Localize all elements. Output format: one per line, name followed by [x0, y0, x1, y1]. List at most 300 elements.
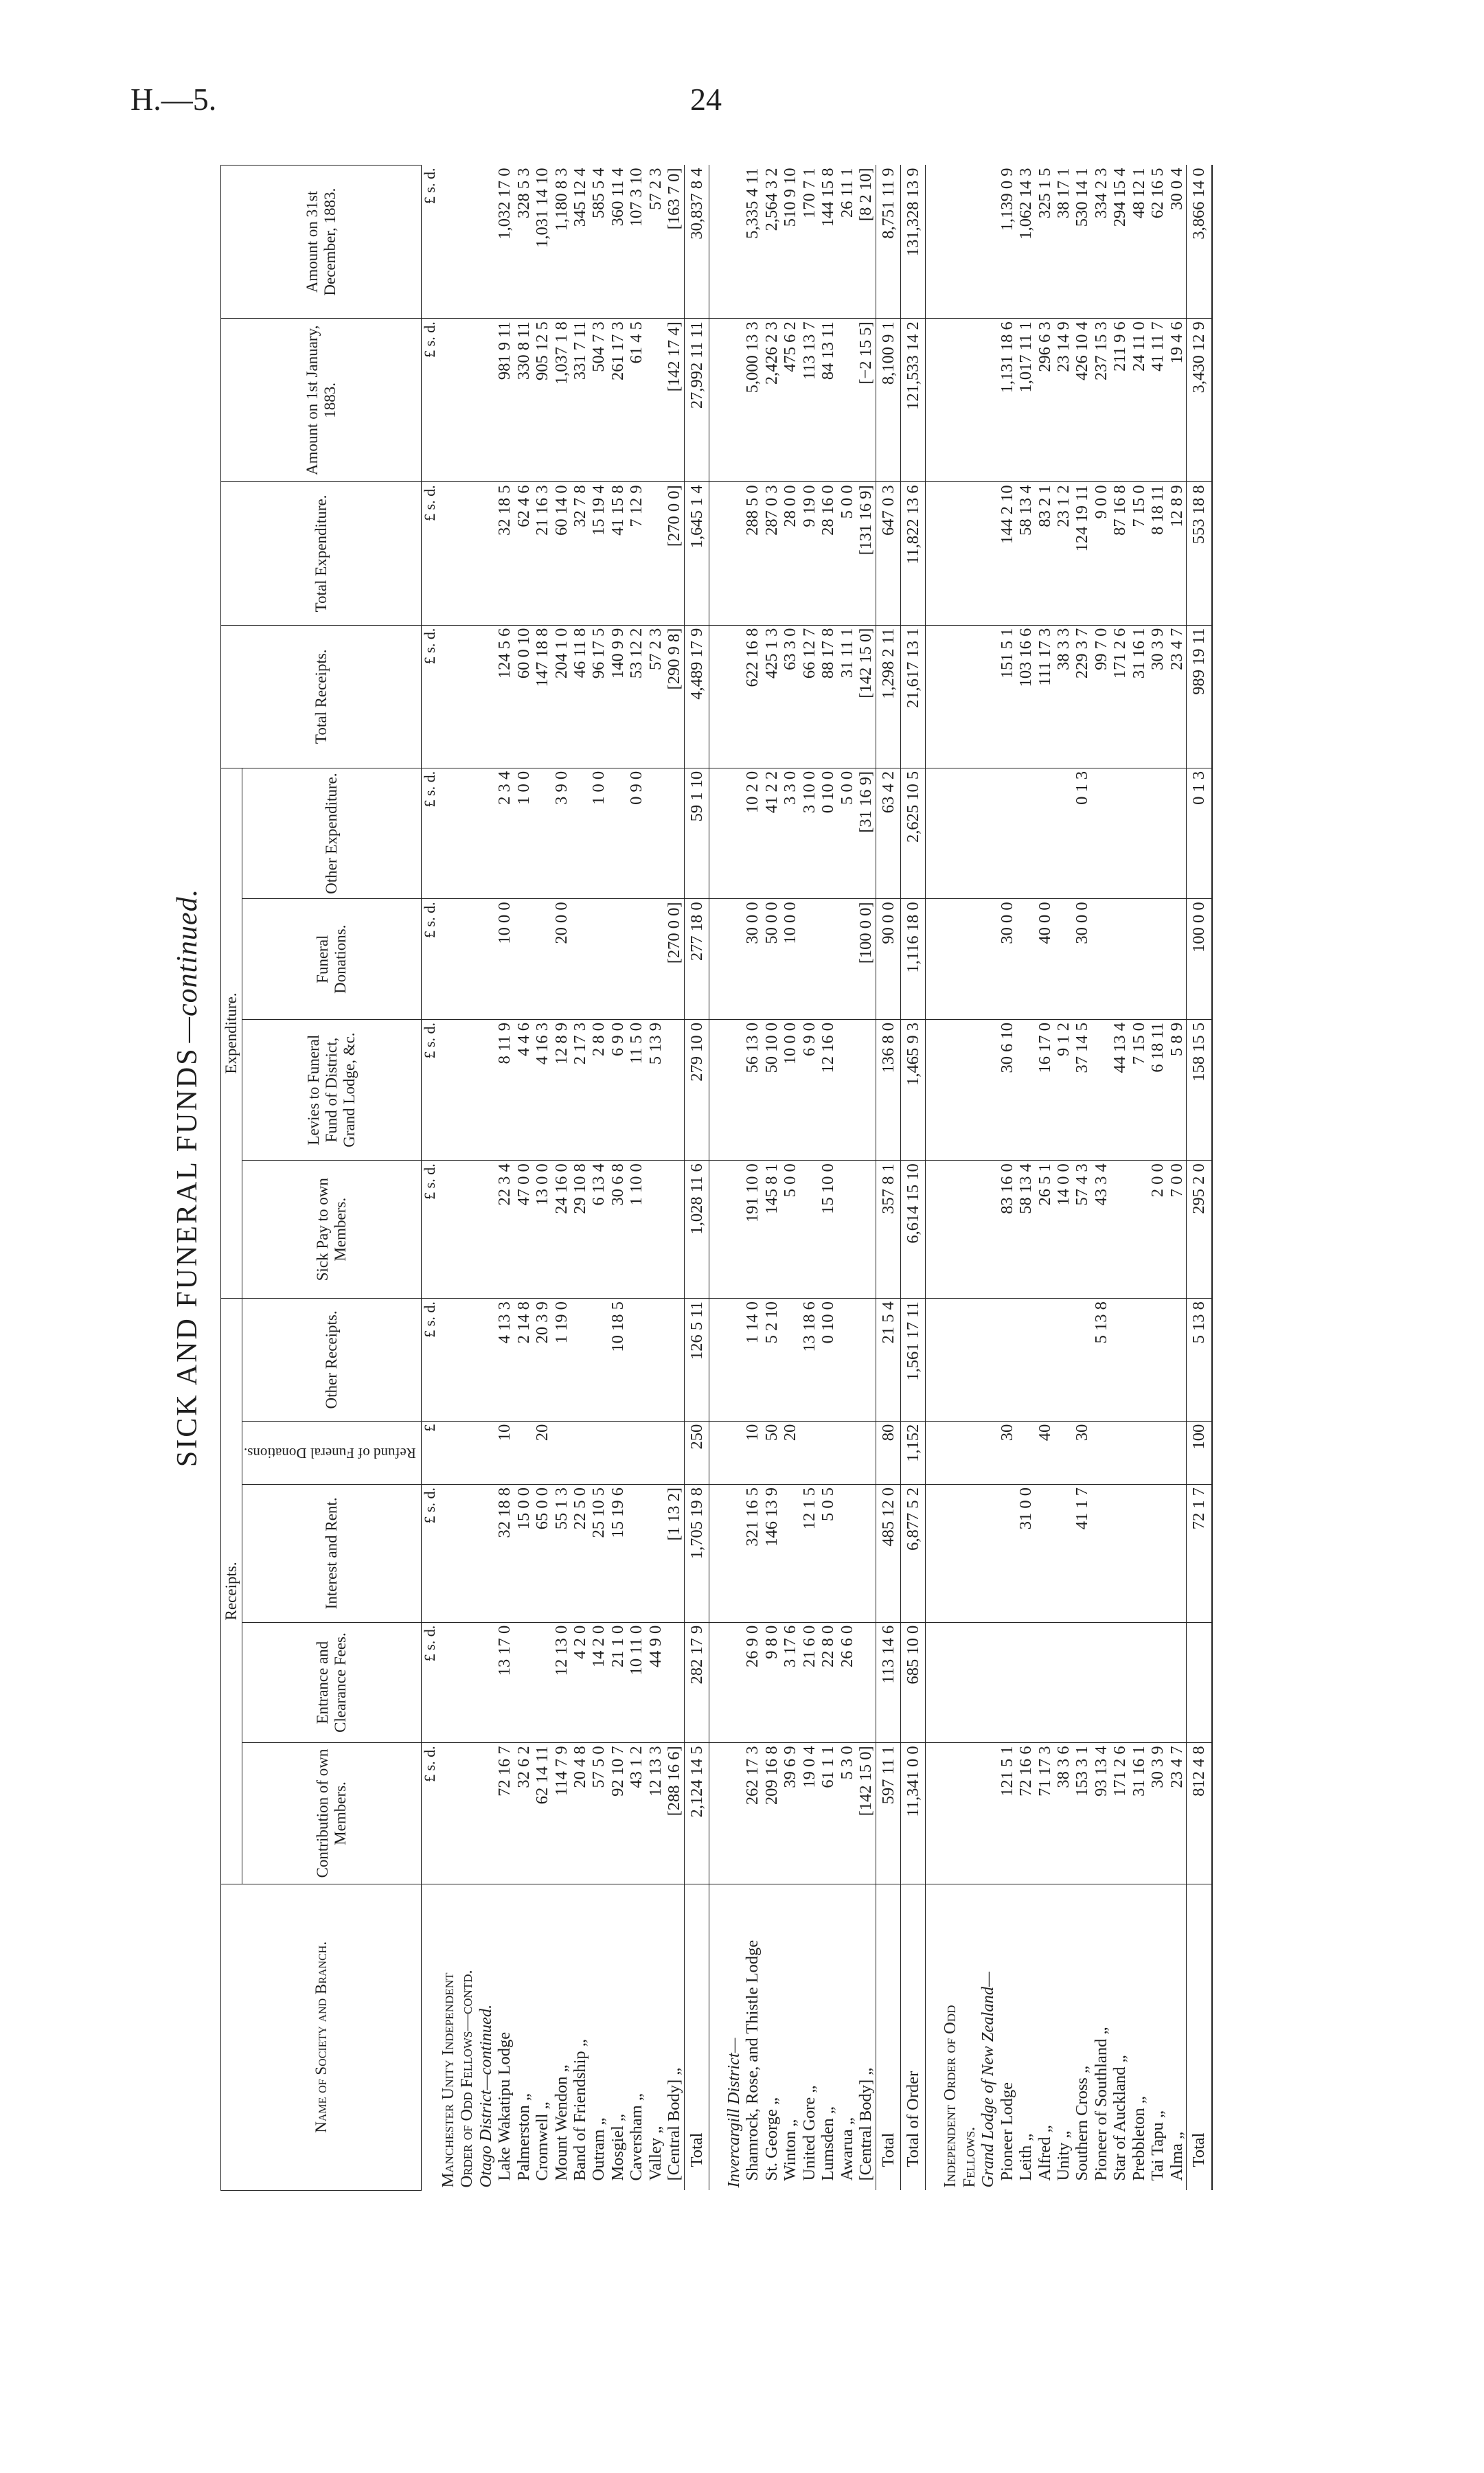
cell-value: 19 4 6 — [1167, 319, 1187, 482]
row-label: Pioneer Lodge — [997, 2082, 1016, 2181]
table-body — [422, 166, 1212, 2191]
cell-empty — [926, 899, 941, 1020]
cell-empty — [926, 1743, 941, 1884]
cell-value: 4,489 17 9 — [684, 625, 709, 768]
cell-empty — [439, 1161, 457, 1299]
cell-value — [1054, 1299, 1073, 1422]
cell-empty — [979, 319, 997, 482]
cell-value — [1092, 1019, 1110, 1160]
table-row — [800, 166, 819, 2191]
cell-value: 87 16 8 — [1110, 482, 1129, 625]
cell-empty — [477, 1484, 495, 1622]
unit-label: £ s. d. — [422, 1299, 439, 1422]
cell-value: 83 16 0 — [998, 1161, 1016, 1299]
cell-value: 1,131 18 6 — [998, 319, 1016, 482]
cell-empty — [709, 1743, 725, 1884]
cell-value — [1130, 1622, 1148, 1743]
cell-value: 325 1 5 — [1036, 166, 1054, 319]
cell-value: 7 15 0 — [1130, 1019, 1148, 1160]
cell-value: 22 8 0 — [819, 1622, 837, 1743]
cell-empty — [457, 1019, 476, 1160]
cell-empty — [941, 319, 959, 482]
cell-value: 10 18 5 — [608, 1299, 627, 1422]
cell-value: [288 16 6] — [665, 1743, 684, 1884]
cell-value: 21 16 3 — [533, 482, 551, 625]
cell-value: 288 5 0 — [743, 482, 762, 625]
table-row — [743, 166, 762, 2191]
row-label: Lake Wakatipu Lodge — [495, 2031, 514, 2181]
section-heading-text: Fellows. — [959, 2126, 979, 2188]
cell-value: 1 19 0 — [552, 1299, 571, 1422]
cell-empty — [709, 1884, 725, 2190]
cell-value: 8,751 11 9 — [876, 166, 900, 319]
row-label: [Central Body] „ — [665, 2067, 684, 2181]
cell-value: 30 6 8 — [608, 1161, 627, 1299]
cell-value: 5 13 9 — [646, 1019, 665, 1160]
cell-value: 9 19 0 — [800, 482, 819, 625]
cell-value: 171 2 6 — [1110, 1743, 1129, 1884]
cell-empty — [979, 899, 997, 1020]
cell-value: 597 11 1 — [876, 1743, 900, 1884]
cell-value: 4 13 3 — [495, 1299, 514, 1422]
table-row — [608, 166, 627, 2191]
cell-value — [646, 1421, 665, 1484]
cell-value — [838, 1019, 856, 1160]
row-label: Outram „ — [589, 2117, 608, 2181]
cell-empty — [457, 1484, 476, 1622]
cell-value: 8,100 9 1 — [876, 319, 900, 482]
cell-value: 1,032 17 0 — [495, 166, 514, 319]
cell-value: 53 12 2 — [627, 625, 646, 768]
spacer-row — [926, 166, 941, 2191]
cell-value — [589, 899, 608, 1020]
cell-value: 32 18 5 — [495, 482, 514, 625]
cell-value: 211 9 6 — [1110, 319, 1129, 482]
section-heading-text: Invercargill District— — [724, 2038, 744, 2188]
section-heading-text: Manchester Unity Independent — [438, 1972, 457, 2188]
table-row — [1073, 166, 1091, 2191]
table-row — [533, 166, 551, 2191]
cell-value: 124 5 6 — [495, 625, 514, 768]
cell-value — [781, 1299, 799, 1422]
cell-value: 32 7 8 — [571, 482, 589, 625]
cell-value — [627, 1421, 646, 1484]
cell-value: 63 4 2 — [876, 768, 900, 898]
cell-value — [1054, 1622, 1073, 1743]
col-header-refund-text: Refund of Funeral Donations. — [243, 1445, 416, 1462]
cell-value: 30 6 10 — [998, 1019, 1016, 1160]
cell-empty — [477, 1161, 495, 1299]
cell-value — [514, 899, 533, 1020]
cell-value — [838, 319, 856, 482]
cell-value: 3 17 6 — [781, 1622, 799, 1743]
cell-value: 20 — [533, 1421, 551, 1484]
cell-value: 10 — [495, 1421, 514, 1484]
cell-empty — [477, 166, 495, 319]
cell-value: 7 0 0 — [1167, 1161, 1187, 1299]
cell-empty — [941, 482, 959, 625]
cell-value: 1 14 0 — [743, 1299, 762, 1422]
cell-value — [1016, 899, 1035, 1020]
section-heading-text: Order of Odd Fellows—contd. — [457, 1970, 477, 2188]
cell-empty — [941, 899, 959, 1020]
section-heading — [941, 166, 959, 2191]
cell-empty — [926, 1421, 941, 1484]
col-header-funeral: Funeral Donations. — [242, 899, 422, 1020]
section-heading — [439, 166, 457, 2191]
cell-value — [1148, 1622, 1167, 1743]
cell-value: 5 0 5 — [819, 1484, 837, 1622]
cell-value — [1092, 899, 1110, 1020]
col-header-levies: Levies to Funeral Fund of District, Grand Lodge, &c. — [242, 1019, 422, 1160]
cell-value: [131 16 9] — [856, 482, 876, 625]
cell-value — [1054, 899, 1073, 1020]
cell-value: 31 16 1 — [1130, 1743, 1148, 1884]
cell-value: 530 14 1 — [1073, 166, 1091, 319]
cell-value — [819, 899, 837, 1020]
col-header-other-receipts: Other Receipts. — [242, 1299, 422, 1422]
cell-value: 3 9 0 — [552, 768, 571, 898]
section-heading — [457, 166, 476, 2191]
cell-value: 15 0 0 — [514, 1484, 533, 1622]
cell-value: 26 11 1 — [838, 166, 856, 319]
cell-value: 1,139 0 9 — [998, 166, 1016, 319]
cell-empty — [960, 1622, 979, 1743]
cell-value: 111 17 3 — [1036, 625, 1054, 768]
cell-value: 147 18 8 — [533, 625, 551, 768]
table-row — [646, 166, 665, 2191]
cell-value — [589, 1299, 608, 1422]
cell-empty — [709, 1299, 725, 1422]
cell-value: 23 4 7 — [1167, 1743, 1187, 1884]
cell-value — [800, 899, 819, 1020]
section-heading — [960, 166, 979, 2191]
cell-value: 100 — [1187, 1421, 1212, 1484]
cell-value: 47 0 0 — [514, 1161, 533, 1299]
cell-value: 622 16 8 — [743, 625, 762, 768]
cell-value: 32 18 8 — [495, 1484, 514, 1622]
cell-value: 30 0 0 — [1073, 899, 1091, 1020]
cell-empty — [709, 1019, 725, 1160]
cell-value — [1167, 899, 1187, 1020]
row-label: Lumsden „ — [819, 2106, 838, 2181]
cell-value: 5,000 13 3 — [743, 319, 762, 482]
cell-value: 59 1 10 — [684, 768, 709, 898]
cell-value: 26 6 0 — [838, 1622, 856, 1743]
cell-value: 57 4 3 — [1073, 1161, 1091, 1299]
cell-value: 21 1 0 — [608, 1622, 627, 1743]
cell-value: 262 17 3 — [743, 1743, 762, 1884]
row-label: Total — [684, 1884, 709, 2190]
cell-value: 1,705 19 8 — [684, 1484, 709, 1622]
cell-value — [838, 1161, 856, 1299]
cell-value: 38 17 1 — [1054, 166, 1073, 319]
cell-value — [856, 1161, 876, 1299]
cell-value: 22 5 0 — [571, 1484, 589, 1622]
cell-value: 647 0 3 — [876, 482, 900, 625]
cell-value: 13 18 6 — [800, 1299, 819, 1422]
cell-empty — [457, 1743, 476, 1884]
row-label: Awarua „ — [837, 2117, 856, 2181]
cell-empty — [457, 899, 476, 1020]
cell-value: [270 0 0] — [665, 899, 684, 1020]
cell-value: 5 13 8 — [1187, 1299, 1212, 1422]
cell-value: 170 7 1 — [800, 166, 819, 319]
cell-value — [1036, 1299, 1054, 1422]
table-row — [1148, 166, 1167, 2191]
cell-empty — [477, 1019, 495, 1160]
cell-empty — [960, 1161, 979, 1299]
cell-value: 41 15 8 — [608, 482, 627, 625]
cell-value: 905 12 5 — [533, 319, 551, 482]
cell-value: 100 0 0 — [1187, 899, 1212, 1020]
cell-value — [1016, 768, 1035, 898]
order-total-row — [900, 166, 925, 2191]
cell-value — [800, 1161, 819, 1299]
cell-value: 30 0 0 — [998, 899, 1016, 1020]
cell-value: 20 — [781, 1421, 799, 1484]
cell-value — [665, 1161, 684, 1299]
cell-value: 20 0 0 — [552, 899, 571, 1020]
cell-empty — [457, 1622, 476, 1743]
cell-empty — [709, 1421, 725, 1484]
cell-value: 90 0 0 — [876, 899, 900, 1020]
page-header-left: H.—5. — [130, 82, 217, 117]
cell-value — [1148, 1299, 1167, 1422]
cell-value: 50 0 0 — [762, 899, 781, 1020]
cell-value: 5 0 0 — [838, 482, 856, 625]
cell-value: 48 12 1 — [1130, 166, 1148, 319]
cell-value: 485 12 0 — [876, 1484, 900, 1622]
cell-value: 146 13 9 — [762, 1484, 781, 1622]
cell-value: 5 8 9 — [1167, 1019, 1187, 1160]
cell-value: 121,533 14 2 — [900, 319, 925, 482]
cell-empty — [709, 899, 725, 1020]
cell-value: 6 18 11 — [1148, 1019, 1167, 1160]
spacer-row — [709, 166, 725, 2191]
cell-empty — [724, 1622, 743, 1743]
cell-value: 124 19 11 — [1073, 482, 1091, 625]
cell-empty — [926, 1161, 941, 1299]
cell-empty — [960, 1484, 979, 1622]
cell-empty — [724, 625, 743, 768]
cell-empty — [926, 1622, 941, 1743]
cell-empty — [926, 1299, 941, 1422]
table-row — [665, 166, 684, 2191]
cell-empty — [979, 1484, 997, 1622]
cell-value: 10 0 0 — [495, 899, 514, 1020]
cell-value: 277 18 0 — [684, 899, 709, 1020]
row-label: Alfred „ — [1035, 2125, 1054, 2181]
cell-value: 2 8 0 — [589, 1019, 608, 1160]
cell-value — [1110, 1421, 1129, 1484]
cell-empty — [709, 625, 725, 768]
cell-value: 10 2 0 — [743, 768, 762, 898]
cell-value — [533, 1622, 551, 1743]
row-label: Winton „ — [781, 2119, 800, 2181]
cell-empty — [709, 1161, 725, 1299]
cell-value: 72 16 7 — [495, 1743, 514, 1884]
col-header-contribution: Contribution of own Members. — [242, 1743, 422, 1884]
cell-value — [533, 768, 551, 898]
cell-value: 20 4 8 — [571, 1743, 589, 1884]
cell-empty — [477, 899, 495, 1020]
unit-label: £ s. d. — [422, 625, 439, 768]
cell-value: 121 5 1 — [998, 1743, 1016, 1884]
page-number: 24 — [690, 82, 722, 117]
cell-empty — [724, 1019, 743, 1160]
cell-value — [571, 768, 589, 898]
unit-label: £ s. d. — [422, 899, 439, 1020]
row-label: Tai Tapu „ — [1148, 2110, 1167, 2181]
cell-value: 19 0 4 — [800, 1743, 819, 1884]
cell-value: 20 3 9 — [533, 1299, 551, 1422]
cell-value: 6 9 0 — [608, 1019, 627, 1160]
cell-value — [665, 1421, 684, 1484]
cell-value — [646, 319, 665, 482]
cell-value: 6 9 0 — [800, 1019, 819, 1160]
cell-value — [1167, 768, 1187, 898]
table-row — [998, 166, 1016, 2191]
cell-value: 40 0 0 — [1036, 899, 1054, 1020]
cell-value: 113 13 7 — [800, 319, 819, 482]
table-row — [552, 166, 571, 2191]
cell-value: 279 10 0 — [684, 1019, 709, 1160]
cell-value: 295 2 0 — [1187, 1161, 1212, 1299]
row-label: Cromwell „ — [533, 2101, 552, 2181]
cell-empty — [477, 1299, 495, 1422]
cell-empty — [457, 1299, 476, 1422]
cell-empty — [439, 1421, 457, 1484]
cell-empty — [926, 1484, 941, 1622]
cell-value: 65 0 0 — [533, 1484, 551, 1622]
cell-value: 99 7 0 — [1092, 625, 1110, 768]
cell-empty — [477, 625, 495, 768]
cell-value: 331 7 11 — [571, 319, 589, 482]
unit-label: £ s. d. — [422, 482, 439, 625]
cell-empty — [724, 1484, 743, 1622]
cell-empty — [926, 319, 941, 482]
table-row — [1016, 166, 1035, 2191]
cell-empty — [457, 319, 476, 482]
cell-value: 21 5 4 — [876, 1299, 900, 1422]
table-row — [589, 166, 608, 2191]
cell-empty — [979, 482, 997, 625]
cell-value: 1,116 18 0 — [900, 899, 925, 1020]
cell-value: 24 11 0 — [1130, 319, 1148, 482]
cell-empty — [724, 319, 743, 482]
cell-empty — [979, 166, 997, 319]
cell-value: 57 5 0 — [589, 1743, 608, 1884]
cell-value: 88 17 8 — [819, 625, 837, 768]
cell-value — [627, 899, 646, 1020]
total-row — [876, 166, 900, 2191]
cell-value: 30 0 4 — [1167, 166, 1187, 319]
cell-value: 158 15 5 — [1187, 1019, 1212, 1160]
cell-value: 30 3 9 — [1148, 625, 1167, 768]
cell-value — [1110, 768, 1129, 898]
cell-value — [1110, 899, 1129, 1020]
table-row — [1092, 166, 1110, 2191]
cell-value — [1092, 1622, 1110, 1743]
row-label: Total — [876, 1884, 900, 2190]
cell-value: 282 17 9 — [684, 1622, 709, 1743]
cell-value: 7 12 9 — [627, 482, 646, 625]
cell-value — [1130, 1299, 1148, 1422]
row-label: Southern Cross „ — [1073, 2066, 1092, 2181]
cell-value: 61 4 5 — [627, 319, 646, 482]
cell-value: 10 11 0 — [627, 1622, 646, 1743]
cell-value: 261 17 3 — [608, 319, 627, 482]
cell-empty — [960, 1743, 979, 1884]
cell-empty — [979, 768, 997, 898]
cell-value — [514, 1622, 533, 1743]
cell-value: 26 9 0 — [743, 1622, 762, 1743]
cell-value: 30 — [1073, 1421, 1091, 1484]
cell-value: 5 2 10 — [762, 1299, 781, 1422]
cell-empty — [926, 482, 941, 625]
cell-value — [838, 899, 856, 1020]
unit-label: £ s. d. — [422, 1019, 439, 1160]
table-row — [1167, 166, 1187, 2191]
cell-value — [1167, 1421, 1187, 1484]
cell-value: 15 10 0 — [819, 1161, 837, 1299]
cell-value: 4 4 6 — [514, 1019, 533, 1160]
cell-value: [8 2 10] — [856, 166, 876, 319]
cell-value: 29 10 8 — [571, 1161, 589, 1299]
cell-value: 23 1 2 — [1054, 482, 1073, 625]
cell-value: 10 0 0 — [781, 1019, 799, 1160]
cell-value: 1,298 2 11 — [876, 625, 900, 768]
total-row — [684, 166, 709, 2191]
cell-value: 1 0 0 — [589, 768, 608, 898]
cell-value: 72 1 7 — [1187, 1484, 1212, 1622]
cell-value: 57 2 3 — [646, 625, 665, 768]
cell-value: 37 14 5 — [1073, 1019, 1091, 1160]
cell-value — [1130, 1484, 1148, 1622]
cell-empty — [724, 768, 743, 898]
cell-value — [1110, 1622, 1129, 1743]
cell-value — [665, 1019, 684, 1160]
cell-value: 60 14 0 — [552, 482, 571, 625]
cell-value — [998, 768, 1016, 898]
cell-value: 62 16 5 — [1148, 166, 1167, 319]
cell-empty — [979, 1421, 997, 1484]
cell-value: 6 13 4 — [589, 1161, 608, 1299]
cell-value: 12 13 0 — [552, 1622, 571, 1743]
cell-empty — [709, 166, 725, 319]
table-row — [781, 166, 799, 2191]
cell-value: 63 3 0 — [781, 625, 799, 768]
cell-value: 1,062 14 3 — [1016, 166, 1035, 319]
cell-empty — [960, 166, 979, 319]
cell-value: 126 5 11 — [684, 1299, 709, 1422]
cell-value: 1,152 — [900, 1421, 925, 1484]
cell-value: 31 11 1 — [838, 625, 856, 768]
cell-empty — [724, 166, 743, 319]
cell-value — [1167, 1299, 1187, 1422]
row-label: Band of Friendship „ — [570, 2039, 589, 2181]
cell-value — [665, 1622, 684, 1743]
cell-empty — [439, 625, 457, 768]
cell-value — [646, 768, 665, 898]
cell-value: 426 10 4 — [1073, 319, 1091, 482]
cell-value: 357 8 1 — [876, 1161, 900, 1299]
cell-value: 43 3 4 — [1092, 1161, 1110, 1299]
cell-value: 1,180 8 3 — [552, 166, 571, 319]
cell-value: 13 0 0 — [533, 1161, 551, 1299]
cell-value — [1167, 1622, 1187, 1743]
